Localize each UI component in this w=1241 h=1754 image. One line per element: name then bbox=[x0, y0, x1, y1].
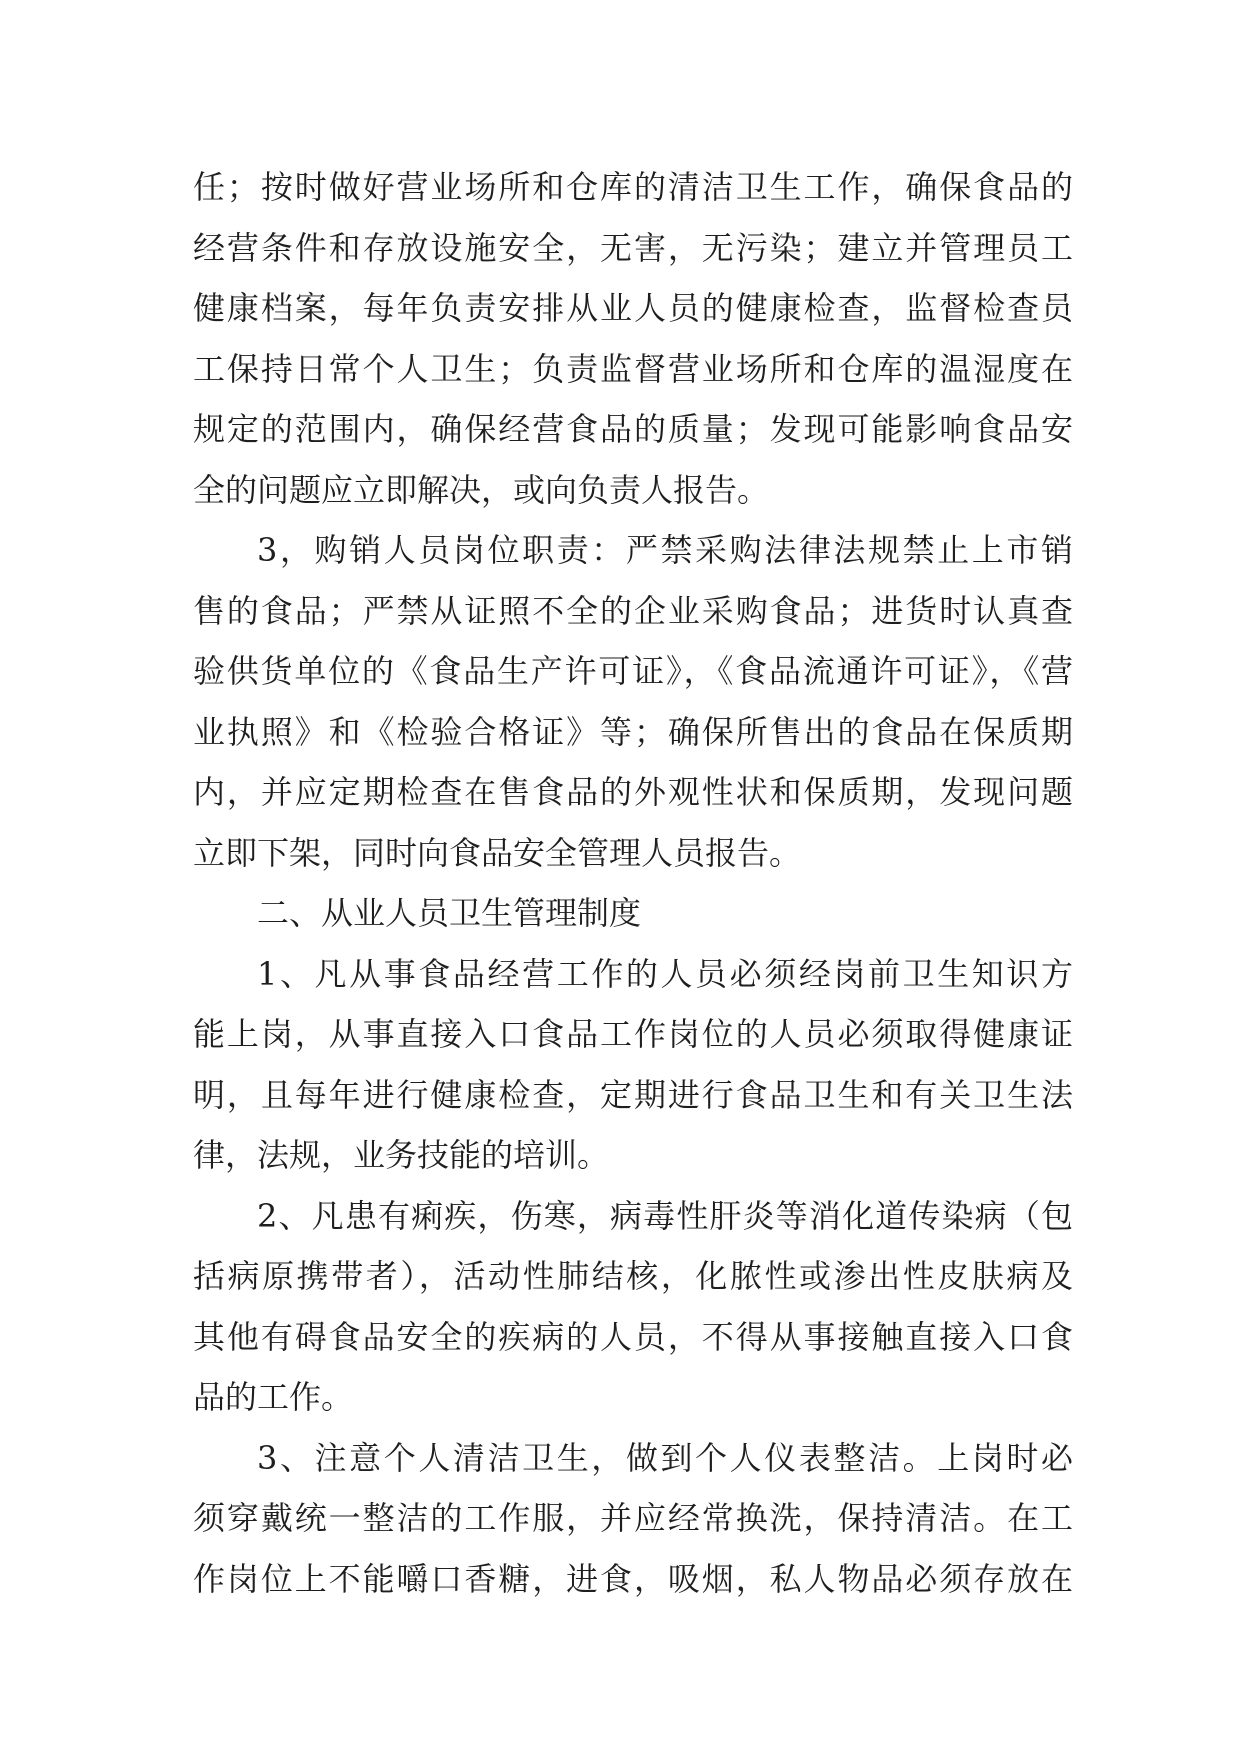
text-line: 业执照》和《检验合格证》等；确保所售出的食品在保质期 bbox=[193, 712, 1073, 751]
text-line: 括病原携带者），活动性肺结核，化脓性或渗出性皮肤病及 bbox=[193, 1257, 1073, 1295]
paragraph-first-line: 3，购销人员岗位职责：严禁采购法律法规禁止上市销 bbox=[257, 531, 1073, 569]
text-line: 明，且每年进行健康检查，定期进行食品卫生和有关卫生法 bbox=[193, 1075, 1073, 1114]
text-line: 全的问题应立即解决，或向负责人报告。 bbox=[193, 470, 770, 509]
text-line: 健康档案，每年负责安排从业人员的健康检查，监督检查员 bbox=[193, 289, 1073, 327]
text-line: 律，法规，业务技能的培训。 bbox=[193, 1136, 610, 1174]
text-line: 能上岗，从事直接入口食品工作岗位的人员必须取得健康证 bbox=[193, 1015, 1073, 1053]
text-line: 经营条件和存放设施安全，无害，无污染；建立并管理员工 bbox=[193, 228, 1073, 267]
paragraph-first-line: 1、凡从事食品经营工作的人员必须经岗前卫生知识方 bbox=[257, 954, 1073, 993]
text-line: 立即下架，同时向食品安全管理人员报告。 bbox=[193, 833, 802, 872]
text-line: 须穿戴统一整洁的工作服，并应经常换洗，保持清洁。在工 bbox=[193, 1499, 1073, 1537]
section-heading: 二、从业人员卫生管理制度 bbox=[257, 894, 642, 932]
text-line: 售的食品；严禁从证照不全的企业采购食品；进货时认真查 bbox=[193, 591, 1073, 630]
text-line: 工保持日常个人卫生；负责监督营业场所和仓库的温湿度在 bbox=[193, 349, 1073, 388]
document-body bbox=[193, 157, 1073, 1609]
text-line: 内，并应定期检查在售食品的外观性状和保质期，发现问题 bbox=[193, 773, 1073, 811]
paragraph-first-line: 2、凡患有痢疾，伤寒，病毒性肝炎等消化道传染病（包 bbox=[257, 1196, 1073, 1235]
paragraph-first-line: 3、注意个人清洁卫生，做到个人仪表整洁。上岗时必 bbox=[257, 1438, 1073, 1477]
text-line: 任；按时做好营业场所和仓库的清洁卫生工作，确保食品的 bbox=[193, 168, 1073, 206]
text-line: 验供货单位的《食品生产许可证》，《食品流通许可证》，《营 bbox=[193, 652, 1073, 690]
text-line: 其他有碍食品安全的疾病的人员，不得从事接触直接入口食 bbox=[193, 1317, 1073, 1356]
text-line: 品的工作。 bbox=[193, 1378, 354, 1416]
text-line: 规定的范围内，确保经营食品的质量；发现可能影响食品安 bbox=[193, 410, 1073, 448]
text-line: 作岗位上不能嚼口香糖，进食，吸烟，私人物品必须存放在 bbox=[193, 1559, 1073, 1598]
